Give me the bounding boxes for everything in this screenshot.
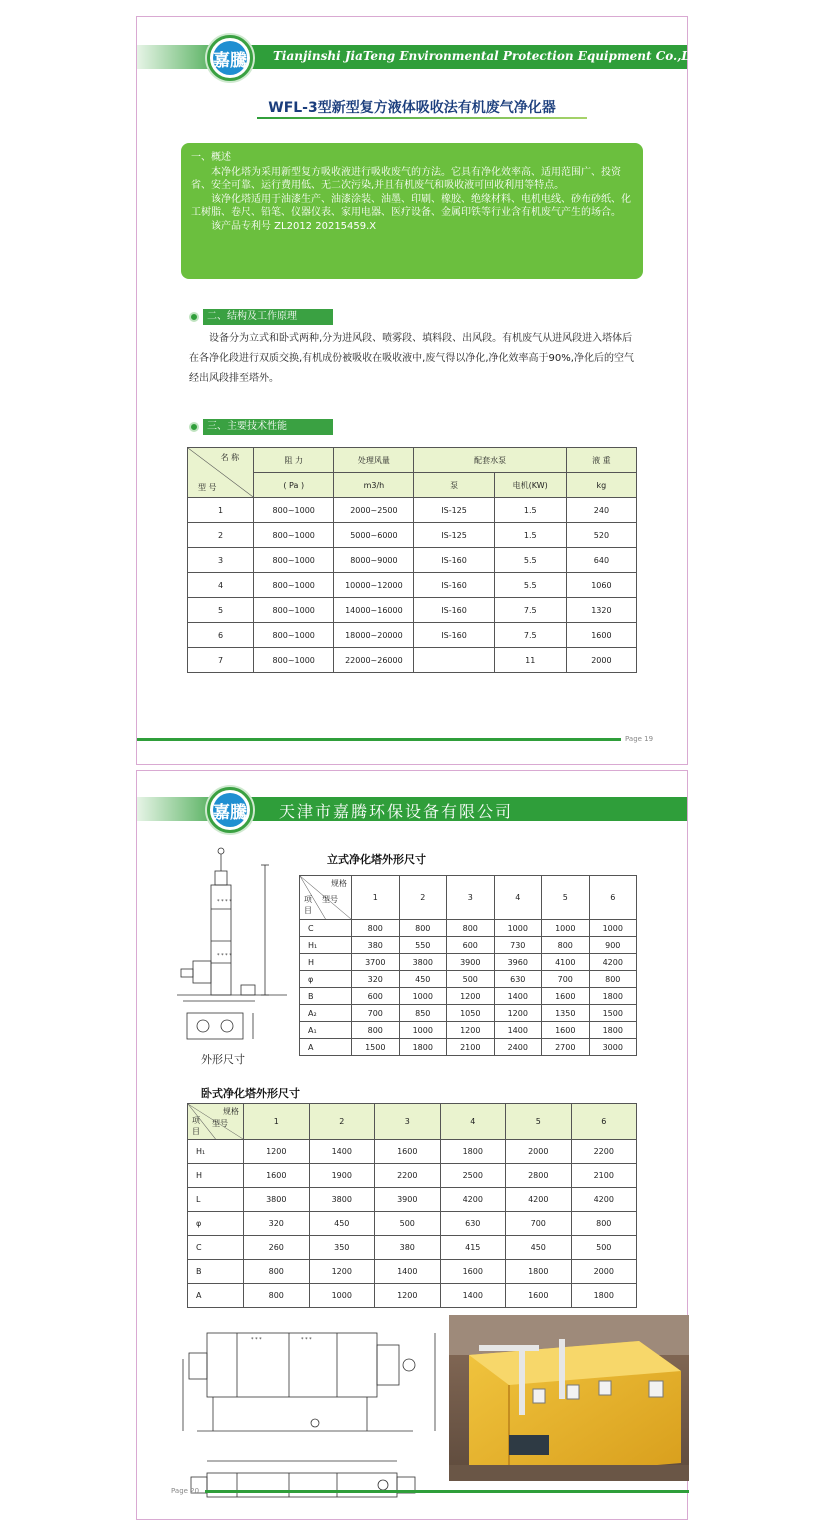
unit-motor: 电机(KW) [494,473,566,498]
table-cell: 320 [244,1212,310,1236]
table-cell: 1320 [566,598,636,623]
unit-liquid: kg [566,473,636,498]
table-cell: 1500 [589,1005,637,1022]
table-row [300,937,637,954]
product-photo-image [449,1315,689,1481]
model-col: 5 [506,1104,572,1140]
table-cell: 1600 [440,1260,506,1284]
company-name-cn: 天津市嘉腾环保设备有限公司 [279,802,514,821]
unit-pump: 泵 [414,473,494,498]
table-cell: 800~1000 [254,573,334,598]
table-cell: 730 [494,937,542,954]
row-label: φ [300,971,352,988]
table-cell: 1400 [440,1284,506,1308]
table-cell: 520 [566,523,636,548]
table-row [300,1022,637,1039]
table-cell: 4200 [506,1188,572,1212]
table-cell: 350 [309,1236,375,1260]
table-row [188,548,637,573]
table-cell: 450 [399,971,447,988]
table-cell: IS-160 [414,573,494,598]
table-cell: 4200 [589,954,637,971]
vertical-tower-drawing [171,845,297,1045]
table-cell: 700 [506,1212,572,1236]
row-label: H [188,1164,244,1188]
table-cell: 800~1000 [254,623,334,648]
table-row [300,920,637,937]
table-cell: 2200 [571,1140,637,1164]
table-cell: 1060 [566,573,636,598]
row-label: C [188,1236,244,1260]
table-cell: 2000 [571,1260,637,1284]
table-row [300,1005,637,1022]
table-row [188,1236,637,1260]
table-cell: 1600 [506,1284,572,1308]
company-logo [207,787,253,833]
header-liquid: 液 重 [566,448,636,473]
table-cell: 800~1000 [254,498,334,523]
table-row [188,1284,637,1308]
product-photo [449,1315,689,1481]
section-2-text: 设备分为立式和卧式两种,分为进风段、喷雾段、填料段、出风段。有机废气从进风段进入塔体后在各净化段进行双质交换,有机成份被吸收在吸收液中,废气得以净化,净化效率高于90%,净化后的空气经出风段排至塔外。 [189,333,634,384]
row-label: φ [188,1212,244,1236]
table-cell: 1000 [399,1022,447,1039]
table-cell: 3800 [309,1188,375,1212]
horizontal-dimension-table [187,1103,637,1308]
row-label: H₁ [188,1140,244,1164]
table-row [188,573,637,598]
table-cell: 7.5 [494,623,566,648]
table-cell: IS-125 [414,498,494,523]
unit-resistance: ( Pa ) [254,473,334,498]
table-cell: 2 [188,523,254,548]
table-row [188,1212,637,1236]
row-label: A [188,1284,244,1308]
row-label: A₂ [300,1005,352,1022]
bullet-icon [189,312,199,322]
table-cell: 1800 [399,1039,447,1056]
table-cell: 5 [188,598,254,623]
table-cell: 700 [352,1005,400,1022]
table-cell: 500 [375,1212,441,1236]
table-cell: 4200 [440,1188,506,1212]
table-row [188,1260,637,1284]
logo-text: 嘉騰 [213,793,247,827]
table-cell: 5000~6000 [334,523,414,548]
model-col: 6 [589,876,637,920]
table-cell: 800 [542,937,590,954]
table-cell: 550 [399,937,447,954]
table-cell: 800 [589,971,637,988]
corner-model-label: 型号 [322,895,338,904]
table-cell: 22000~26000 [334,648,414,673]
table-cell: 2000 [566,648,636,673]
table-corner [188,448,254,498]
table-cell: 2800 [506,1164,572,1188]
table-cell: 5.5 [494,573,566,598]
table-cell: 2000~2500 [334,498,414,523]
table-cell: 1800 [589,988,637,1005]
table-cell: 1600 [542,1022,590,1039]
table-cell: 320 [352,971,400,988]
table-cell: 640 [566,548,636,573]
table-row [188,523,637,548]
page-19 [136,16,704,765]
table-row [188,498,637,523]
table-cell: 380 [352,937,400,954]
table-row [188,598,637,623]
table-cell: 7 [188,648,254,673]
table-cell: 500 [447,971,495,988]
table-cell: 800 [399,920,447,937]
table-row [188,623,637,648]
svg-text:* * * *: * * * * [217,899,232,905]
table-cell: 1.5 [494,498,566,523]
svg-text:* * *: * * * [251,1337,262,1343]
section-2-heading [189,309,333,325]
performance-table [187,447,637,673]
table-cell: 1600 [375,1140,441,1164]
model-col: 3 [375,1104,441,1140]
table-cell: 800 [352,1022,400,1039]
corner-top-label: 名 称 [220,453,240,462]
row-label: B [188,1260,244,1284]
table-row [188,1164,637,1188]
table-cell: 800~1000 [254,598,334,623]
table-cell: 630 [494,971,542,988]
table-cell: 1.5 [494,523,566,548]
vertical-dimension-table [299,875,637,1056]
table-cell: 800~1000 [254,648,334,673]
table-cell: IS-125 [414,523,494,548]
corner-item-label: 项目 [304,895,312,915]
table-cell: 3900 [447,954,495,971]
bullet-icon [189,422,199,432]
table-cell: 1400 [375,1260,441,1284]
table-cell: 3800 [244,1188,310,1212]
section-3-label: 三、主要技术性能 [203,419,333,435]
model-col: 4 [440,1104,506,1140]
logo-text: 嘉騰 [213,41,247,75]
model-col: 6 [571,1104,637,1140]
table-cell: 3 [188,548,254,573]
table-cell: 800 [447,920,495,937]
table-cell: 8000~9000 [334,548,414,573]
section-3-heading [189,419,333,435]
page-number: Page 20 [171,1487,200,1495]
row-label: C [300,920,352,937]
table-cell: 1200 [244,1140,310,1164]
table-cell: 850 [399,1005,447,1022]
table-cell: 4200 [571,1188,637,1212]
table-cell: 3700 [352,954,400,971]
table-cell: 1000 [589,920,637,937]
table-cell: 1200 [375,1284,441,1308]
corner-spec-label: 规格 [331,879,347,888]
model-col: 1 [352,876,400,920]
table-cell: 1200 [447,988,495,1005]
outline-label: 外形尺寸 [201,1053,245,1066]
unit-airflow: m3/h [334,473,414,498]
row-label: H₁ [300,937,352,954]
table-cell: 2400 [494,1039,542,1056]
table-cell: 1400 [494,1022,542,1039]
table-cell: 3960 [494,954,542,971]
table-cell: 3900 [375,1188,441,1212]
table-cell: 1000 [542,920,590,937]
overview-box [181,143,643,279]
table-cell: 800~1000 [254,548,334,573]
table-cell: 240 [566,498,636,523]
vertical-table-title: 立式净化塔外形尺寸 [327,853,426,866]
table-cell: 2000 [506,1140,572,1164]
model-col: 2 [399,876,447,920]
table-cell: 1600 [244,1164,310,1188]
table-cell: 800 [352,920,400,937]
table-cell: 1200 [447,1022,495,1039]
svg-text:* * *: * * * [301,1337,312,1343]
table-cell: 800 [571,1212,637,1236]
table-cell: 380 [375,1236,441,1260]
footer-line [137,738,621,741]
svg-text:* * * *: * * * * [217,953,232,959]
overview-heading: 一、概述 [191,152,231,163]
table-cell: 1000 [494,920,542,937]
table-cell: 1500 [352,1039,400,1056]
table-cell: 1350 [542,1005,590,1022]
corner-model-label: 型号 [212,1119,228,1128]
table-cell: 1400 [494,988,542,1005]
page-20 [136,770,688,1520]
footer-line [205,1490,689,1493]
row-label: H [300,954,352,971]
table-cell: 1 [188,498,254,523]
table-cell: 1400 [309,1140,375,1164]
table-cell: 415 [440,1236,506,1260]
table-cell: 600 [352,988,400,1005]
table-cell: 1600 [542,988,590,1005]
table-cell: 4 [188,573,254,598]
corner-bottom-label: 型 号 [198,483,217,492]
table-cell: 1800 [440,1140,506,1164]
row-label: B [300,988,352,1005]
table-corner [188,1104,244,1140]
table-cell: 800~1000 [254,523,334,548]
table-cell: 800 [244,1284,310,1308]
table-cell: 5.5 [494,548,566,573]
horizontal-tower-drawing [177,1319,447,1519]
table-cell: 900 [589,937,637,954]
table-cell: 800 [244,1260,310,1284]
model-col: 3 [447,876,495,920]
table-cell: 1800 [589,1022,637,1039]
overview-paragraph-2: 该净化塔适用于油漆生产、油漆涂装、油墨、印刷、橡胶、绝缘材料、电机电线、砂布砂纸、化工树脂、卷尺、铅笔、仪器仪表、家用电器、医疗设备、金属印铁等行业含有机废气产生的场合。 [191,193,631,218]
corner-item-label: 项目 [192,1116,200,1136]
table-cell: IS-160 [414,548,494,573]
table-cell: 1600 [566,623,636,648]
page-title: WFL-3型新型复方液体吸收法有机废气净化器 [268,100,556,116]
table-cell: 2100 [447,1039,495,1056]
model-col: 5 [542,876,590,920]
table-cell: 1800 [506,1260,572,1284]
table-cell: 14000~16000 [334,598,414,623]
table-row [188,1140,637,1164]
table-cell: 450 [506,1236,572,1260]
title-underline [257,117,587,119]
table-cell: 11 [494,648,566,673]
table-cell [414,648,494,673]
corner-spec-label: 规格 [223,1107,239,1116]
header-pump-group: 配套水泵 [414,448,566,473]
table-cell: 450 [309,1212,375,1236]
table-row [300,954,637,971]
table-row [300,1039,637,1056]
table-row [188,648,637,673]
table-cell: 6 [188,623,254,648]
model-col: 4 [494,876,542,920]
row-label: A₁ [300,1022,352,1039]
table-cell: 1200 [309,1260,375,1284]
table-cell: 700 [542,971,590,988]
overview-patent: 该产品专利号 ZL2012 20215459.X [211,220,377,232]
table-cell: 18000~20000 [334,623,414,648]
table-cell: 1800 [571,1284,637,1308]
table-cell: 4100 [542,954,590,971]
table-cell: 3000 [589,1039,637,1056]
table-cell: 3800 [399,954,447,971]
table-cell: 2500 [440,1164,506,1188]
table-cell: 2700 [542,1039,590,1056]
table-corner [300,876,352,920]
overview-paragraph-1: 本净化塔为采用新型复方吸收液进行吸收废气的方法。它具有净化效率高、适用范围广、投资省、安全可靠、运行费用低、无二次污染,并且有机废气和吸收液可回收利用等特点。 [191,166,621,191]
horizontal-table-title: 卧式净化塔外形尺寸 [201,1087,300,1100]
table-row [300,971,637,988]
table-cell: IS-160 [414,623,494,648]
section-2-label: 二、结构及工作原理 [203,309,333,325]
table-cell: 630 [440,1212,506,1236]
table-cell: 1900 [309,1164,375,1188]
table-cell: 2200 [375,1164,441,1188]
table-cell: 260 [244,1236,310,1260]
company-name-en: Tianjinshi JiaTeng Environmental Protection Equipment Co.,Ltd [273,49,704,63]
table-cell: 500 [571,1236,637,1260]
page-number: Page 19 [625,735,654,743]
row-label: A [300,1039,352,1056]
company-logo [207,35,253,81]
table-cell: 7.5 [494,598,566,623]
table-cell: 1200 [494,1005,542,1022]
table-cell: 10000~12000 [334,573,414,598]
table-cell: IS-160 [414,598,494,623]
table-row [188,1188,637,1212]
table-cell: 600 [447,937,495,954]
table-cell: 1000 [399,988,447,1005]
table-row [300,988,637,1005]
table-cell: 1050 [447,1005,495,1022]
header-airflow: 处理风量 [334,448,414,473]
table-cell: 1000 [309,1284,375,1308]
table-cell: 2100 [571,1164,637,1188]
model-col: 1 [244,1104,310,1140]
header-resistance: 阻 力 [254,448,334,473]
row-label: L [188,1188,244,1212]
model-col: 2 [309,1104,375,1140]
